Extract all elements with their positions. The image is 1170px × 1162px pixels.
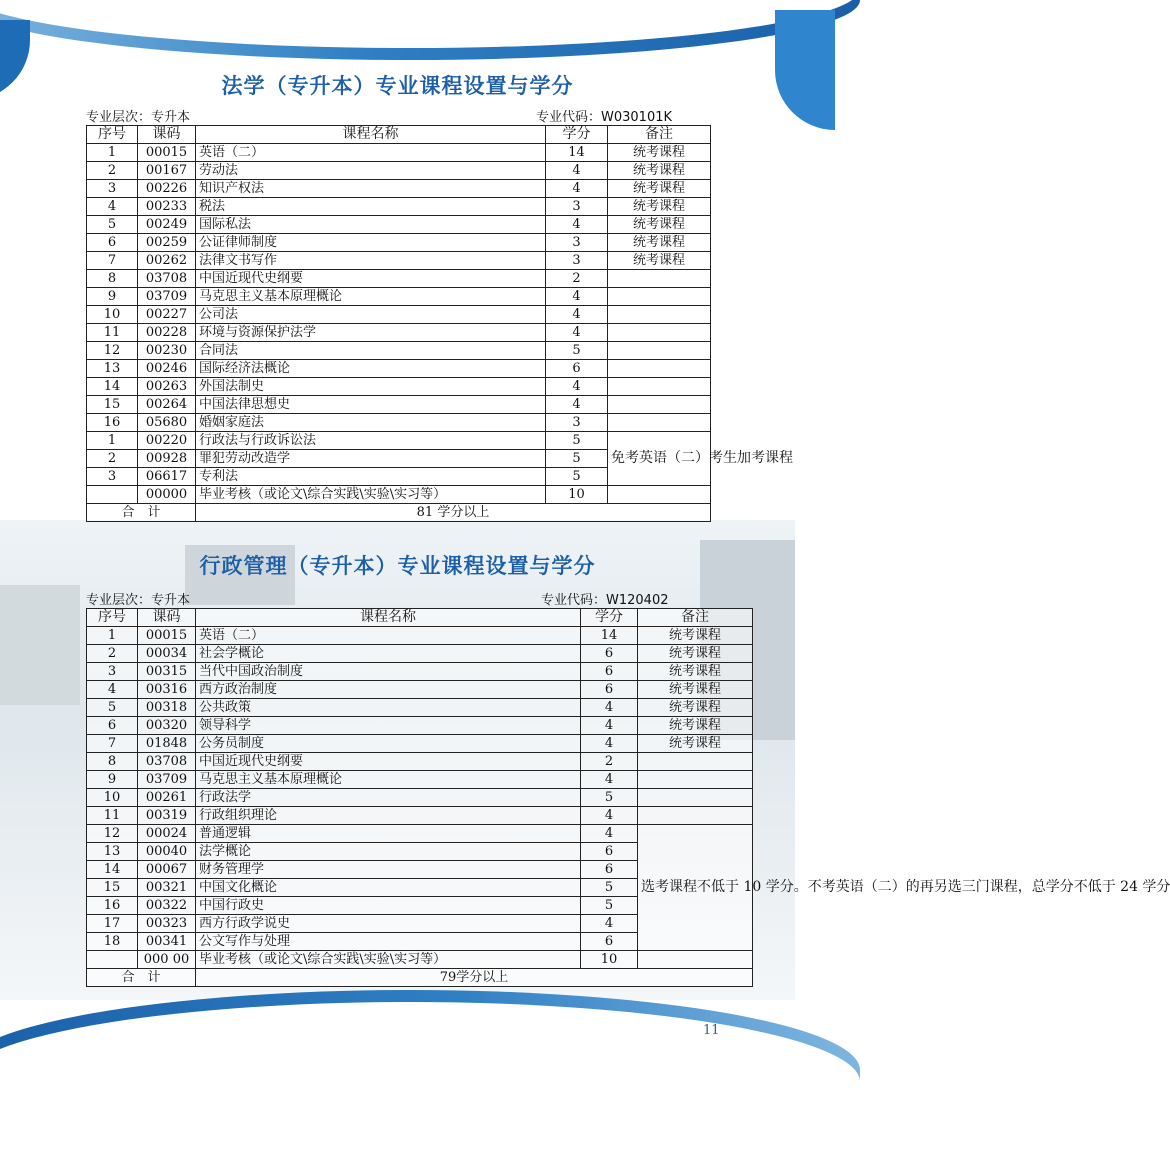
header-name: 课程名称 [196,609,581,627]
table-header-row [87,126,711,144]
course-code: 00015 [138,144,196,162]
course-code: 00259 [138,234,196,252]
table-row [87,432,711,450]
course-name: 外国法制史 [196,378,546,396]
course-name: 中国文化概论 [196,879,581,897]
course-credit: 5 [546,450,608,468]
course-code: 01848 [138,735,196,753]
table-row [87,627,753,645]
row-number: 3 [87,663,138,681]
header-code: 课码 [138,126,196,144]
table-row [87,645,753,663]
row-number: 15 [87,396,138,414]
table-row [87,699,753,717]
course-code: 00167 [138,162,196,180]
total-row [87,504,711,522]
course-note: 统考课程 [608,252,711,270]
course-code: 00024 [138,825,196,843]
law-section-title: 法学（专升本）专业课程设置与学分 [221,74,574,98]
course-name: 普通逻辑 [196,825,581,843]
course-note [638,771,753,789]
admin-section-title: 行政管理（专升本）专业课程设置与学分 [199,554,596,578]
course-code: 00246 [138,360,196,378]
course-name: 财务管理学 [196,861,581,879]
table-row [87,324,711,342]
row-number: 9 [87,771,138,789]
course-note [608,378,711,396]
course-name: 马克思主义基本原理概论 [196,288,546,306]
course-credit: 4 [581,771,638,789]
course-code: 00320 [138,717,196,735]
course-code: 00315 [138,663,196,681]
row-number: 5 [87,699,138,717]
course-credit: 10 [546,486,608,504]
course-name: 公司法 [196,306,546,324]
course-name: 公文写作与处理 [196,933,581,951]
course-code: 00316 [138,681,196,699]
table-row [87,663,753,681]
course-note [608,486,711,504]
course-code: 00319 [138,807,196,825]
row-number: 1 [87,432,138,450]
row-number: 11 [87,324,138,342]
header-code: 课码 [138,609,196,627]
course-name: 行政组织理论 [196,807,581,825]
table-row [87,825,753,843]
row-number: 3 [87,180,138,198]
course-name: 公共政策 [196,699,581,717]
course-credit: 6 [581,933,638,951]
course-name: 行政法与行政诉讼法 [196,432,546,450]
table-row [87,180,711,198]
course-credit: 4 [581,699,638,717]
course-code: 00264 [138,396,196,414]
course-credit: 4 [546,162,608,180]
course-code: 00323 [138,915,196,933]
header-credit: 学分 [581,609,638,627]
table-row [87,717,753,735]
row-number: 2 [87,645,138,663]
course-credit: 4 [581,825,638,843]
table-row [87,681,753,699]
course-credit: 5 [581,897,638,915]
course-code: 00321 [138,879,196,897]
course-credit: 3 [546,252,608,270]
table-row [87,486,711,504]
row-number: 1 [87,627,138,645]
total-label: 合 计 [87,504,196,522]
row-number: 14 [87,378,138,396]
course-name: 劳动法 [196,162,546,180]
table-row [87,807,753,825]
course-name: 公务员制度 [196,735,581,753]
header-no: 序号 [87,609,138,627]
course-name: 行政法学 [196,789,581,807]
course-name: 毕业考核（或论文\综合实践\实验\实习等） [196,486,546,504]
course-note [608,360,711,378]
course-name: 社会学概论 [196,645,581,663]
course-code: 00067 [138,861,196,879]
course-name: 公证律师制度 [196,234,546,252]
table-row [87,951,753,969]
course-name: 环境与资源保护法学 [196,324,546,342]
course-code: 00928 [138,450,196,468]
course-name: 中国近现代史纲要 [196,753,581,771]
course-code: 05680 [138,414,196,432]
course-credit: 4 [546,216,608,234]
course-name: 税法 [196,198,546,216]
table-row [87,234,711,252]
row-number: 16 [87,897,138,915]
course-code: 03708 [138,753,196,771]
course-credit: 5 [581,789,638,807]
table-row [87,360,711,378]
total-value: 79学分以上 [196,969,753,987]
course-name: 西方政治制度 [196,681,581,699]
course-code: 00000 [138,486,196,504]
table-row [87,789,753,807]
course-credit: 5 [546,342,608,360]
course-credit: 4 [546,306,608,324]
course-code: 00227 [138,306,196,324]
row-number [87,951,138,969]
course-note [638,753,753,771]
row-number: 13 [87,360,138,378]
course-credit: 4 [581,735,638,753]
course-note [638,807,753,825]
row-number: 17 [87,915,138,933]
course-note: 统考课程 [608,144,711,162]
table-row [87,216,711,234]
header-note: 备注 [638,609,753,627]
table-row [87,198,711,216]
course-note [608,306,711,324]
course-credit: 4 [581,915,638,933]
course-credit: 14 [546,144,608,162]
row-number: 10 [87,306,138,324]
row-number: 18 [87,933,138,951]
table-row [87,270,711,288]
course-code: 00341 [138,933,196,951]
course-note: 统考课程 [638,627,753,645]
course-note [608,342,711,360]
total-row [87,969,753,987]
row-number: 6 [87,717,138,735]
course-name: 毕业考核（或论文\综合实践\实验\实习等） [196,951,581,969]
course-code: 00249 [138,216,196,234]
row-number: 8 [87,270,138,288]
admin-course-table [86,608,1170,987]
row-number: 13 [87,843,138,861]
row-number: 6 [87,234,138,252]
law-code-label: 专业代码：W030101K [536,110,673,125]
course-credit: 2 [581,753,638,771]
admin-code-label: 专业代码：W120402 [541,593,669,608]
header-name: 课程名称 [196,126,546,144]
course-name: 知识产权法 [196,180,546,198]
course-code: 03709 [138,771,196,789]
course-note: 统考课程 [608,216,711,234]
course-name: 婚姻家庭法 [196,414,546,432]
course-note: 统考课程 [638,699,753,717]
course-name: 当代中国政治制度 [196,663,581,681]
row-number: 7 [87,252,138,270]
course-credit: 3 [546,414,608,432]
table-row [87,306,711,324]
course-code: 00318 [138,699,196,717]
course-name: 法律文书写作 [196,252,546,270]
course-credit: 5 [546,432,608,450]
course-credit: 2 [546,270,608,288]
course-note: 统考课程 [608,234,711,252]
course-credit: 6 [581,861,638,879]
page-number: 11 [703,1023,720,1038]
course-note: 统考课程 [608,198,711,216]
course-credit: 3 [546,234,608,252]
course-credit: 4 [546,378,608,396]
row-number: 4 [87,681,138,699]
course-name: 中国近现代史纲要 [196,270,546,288]
table-row [87,753,753,771]
course-name: 英语（二） [196,627,581,645]
total-label: 合 计 [87,969,196,987]
row-number: 8 [87,753,138,771]
course-note [638,789,753,807]
course-credit: 4 [546,180,608,198]
law-level-label: 专业层次：专升本 [86,110,191,125]
table-row [87,378,711,396]
background-building [0,585,80,705]
header-credit: 学分 [546,126,608,144]
header-no: 序号 [87,126,138,144]
course-code: 00226 [138,180,196,198]
row-number: 2 [87,450,138,468]
course-note [608,324,711,342]
row-number: 10 [87,789,138,807]
course-credit: 6 [581,663,638,681]
course-note [608,396,711,414]
course-credit: 4 [546,324,608,342]
row-number [87,486,138,504]
row-number: 14 [87,861,138,879]
course-name: 马克思主义基本原理概论 [196,771,581,789]
table-row [87,162,711,180]
table-row [87,396,711,414]
course-credit: 4 [581,717,638,735]
course-code: 00034 [138,645,196,663]
course-name: 专利法 [196,468,546,486]
row-number: 4 [87,198,138,216]
table-row [87,252,711,270]
row-number: 7 [87,735,138,753]
row-number: 2 [87,162,138,180]
course-code: 00040 [138,843,196,861]
course-code: 00261 [138,789,196,807]
row-number: 15 [87,879,138,897]
course-credit: 6 [581,681,638,699]
course-name: 中国行政史 [196,897,581,915]
row-number: 16 [87,414,138,432]
row-number: 1 [87,144,138,162]
course-credit: 6 [581,645,638,663]
course-note: 统考课程 [638,717,753,735]
course-credit: 6 [546,360,608,378]
course-code: 00263 [138,378,196,396]
admin-level-label: 专业层次：专升本 [86,593,191,608]
group-note: 选考课程不低于 10 学分。不考英语（二）的再另选三门课程，总学分不低于 24 学分 [638,825,753,951]
row-number: 5 [87,216,138,234]
course-name: 罪犯劳动改造学 [196,450,546,468]
course-note [608,414,711,432]
table-row [87,144,711,162]
course-code: 03709 [138,288,196,306]
course-credit: 10 [581,951,638,969]
table-row [87,414,711,432]
course-code: 06617 [138,468,196,486]
row-number: 11 [87,807,138,825]
table-row [87,288,711,306]
course-code: 00220 [138,432,196,450]
course-code: 00015 [138,627,196,645]
course-note [638,951,753,969]
course-code: 00230 [138,342,196,360]
course-code: 00262 [138,252,196,270]
course-credit: 5 [581,879,638,897]
course-note: 统考课程 [608,180,711,198]
header-note: 备注 [608,126,711,144]
course-note: 统考课程 [638,735,753,753]
table-row [87,735,753,753]
course-code: 00322 [138,897,196,915]
course-credit: 4 [546,396,608,414]
course-name: 合同法 [196,342,546,360]
bottom-swoosh-white [0,1002,860,1162]
course-credit: 14 [581,627,638,645]
table-row [87,771,753,789]
course-note: 统考课程 [608,162,711,180]
course-credit: 5 [546,468,608,486]
course-name: 西方行政学说史 [196,915,581,933]
course-name: 领导科学 [196,717,581,735]
course-name: 英语（二） [196,144,546,162]
course-code: 00233 [138,198,196,216]
course-credit: 4 [581,807,638,825]
table-row [87,342,711,360]
course-note [608,270,711,288]
group-note: 免考英语（二）考生加考课程 [608,432,711,486]
row-number: 12 [87,342,138,360]
course-note [608,288,711,306]
course-note: 统考课程 [638,681,753,699]
course-credit: 6 [581,843,638,861]
course-note: 统考课程 [638,663,753,681]
law-course-table [86,125,793,522]
course-credit: 3 [546,198,608,216]
table-header-row [87,609,753,627]
course-credit: 4 [546,288,608,306]
total-value: 81 学分以上 [196,504,711,522]
course-code: 000 00 [138,951,196,969]
course-code: 00228 [138,324,196,342]
course-note: 统考课程 [638,645,753,663]
course-name: 中国法律思想史 [196,396,546,414]
course-name: 国际私法 [196,216,546,234]
course-name: 国际经济法概论 [196,360,546,378]
course-code: 03708 [138,270,196,288]
course-name: 法学概论 [196,843,581,861]
row-number: 3 [87,468,138,486]
row-number: 12 [87,825,138,843]
row-number: 9 [87,288,138,306]
